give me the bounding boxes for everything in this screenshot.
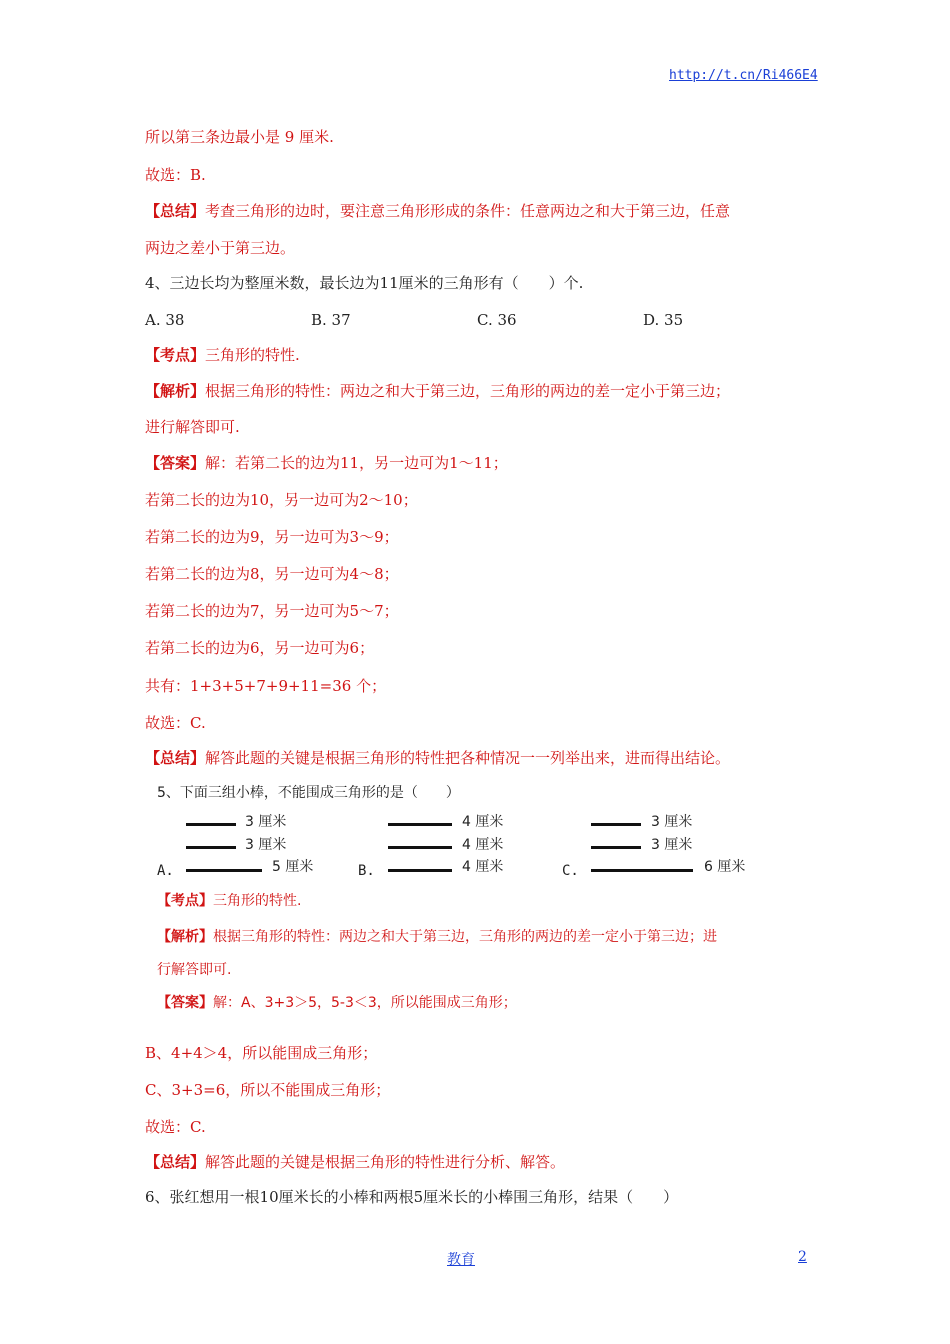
- kaodian-line: [145, 345, 300, 365]
- stick: [591, 846, 641, 849]
- stick-label: 3 厘米: [245, 814, 287, 830]
- summary-line: [145, 748, 730, 768]
- jiexi-line: [145, 381, 730, 401]
- stick-label: 3 厘米: [651, 837, 693, 853]
- group-label: A.: [157, 863, 174, 879]
- kaodian-text: 三角形的特性.: [205, 346, 300, 364]
- option-d: D. 35: [643, 311, 684, 329]
- stick: [388, 869, 452, 872]
- question-4: 4、三边长均为整厘米数，最长边为11厘米的三角形有（ ）个.: [145, 274, 584, 292]
- footer-link[interactable]: 教育: [447, 1252, 475, 1268]
- group-label: B.: [358, 863, 375, 879]
- question-5: 5、下面三组小棒，不能围成三角形的是（ ）: [157, 785, 460, 801]
- stick: [186, 869, 262, 872]
- answer-text: 解：A、3+3＞5，5-3＜3，所以能围成三角形；: [213, 995, 517, 1011]
- summary-text: 解答此题的关键是根据三角形的特性进行分析、解答。: [205, 1153, 566, 1171]
- page-number: 2: [798, 1249, 807, 1265]
- jiexi-line-2: 行解答即可.: [157, 962, 232, 978]
- summary-line: [145, 201, 730, 221]
- stick: [591, 823, 641, 826]
- stick: [591, 869, 693, 872]
- option-b: B. 37: [311, 311, 351, 329]
- group-label: C.: [562, 863, 579, 879]
- answer-line: B、4+4＞4，所以能围成三角形；: [145, 1044, 378, 1062]
- answer-tag: 【答案】: [157, 995, 213, 1011]
- stick-label: 3 厘米: [245, 837, 287, 853]
- jiexi-text: 根据三角形的特性：两边之和大于第三边，三角形的两边的差一定小于第三边；进: [213, 929, 717, 945]
- answer-line: C、3+3=6，所以不能围成三角形；: [145, 1081, 391, 1099]
- text-line: 故选：B.: [145, 166, 206, 184]
- summary-tag: 【总结】: [145, 749, 206, 767]
- jiexi-tag: 【解析】: [157, 929, 213, 945]
- jiexi-tag: 【解析】: [145, 382, 206, 400]
- answer-line: 若第二长的边为8，另一边可为4～8；: [145, 565, 399, 583]
- option-c: C. 36: [477, 311, 517, 329]
- summary-text: 解答此题的关键是根据三角形的特性把各种情况一一列举出来，进而得出结论。: [205, 749, 731, 767]
- answer-line: 若第二长的边为7，另一边可为5～7；: [145, 602, 399, 620]
- answer-line: [157, 993, 517, 1013]
- kaodian-tag: 【考点】: [157, 893, 213, 909]
- answer-line: 若第二长的边为9，另一边可为3～9；: [145, 528, 399, 546]
- stick: [388, 846, 452, 849]
- answer-line: 共有：1+3+5+7+9+11=36 个；: [145, 677, 387, 695]
- jiexi-line: [157, 927, 717, 947]
- option-a: A. 38: [145, 311, 185, 329]
- text-line: 两边之差小于第三边。: [145, 239, 296, 257]
- stick-label: 4 厘米: [462, 859, 504, 875]
- answer-line: 若第二长的边为10，另一边可为2～10；: [145, 491, 418, 509]
- answer-tag: 【答案】: [145, 454, 206, 472]
- summary-line: [145, 1152, 565, 1172]
- summary-tag: 【总结】: [145, 1153, 206, 1171]
- answer-line: 若第二长的边为6，另一边可为6；: [145, 639, 375, 657]
- answer-line: 故选：C.: [145, 1118, 206, 1136]
- stick-label: 4 厘米: [462, 837, 504, 853]
- answer-line: 故选：C.: [145, 714, 206, 732]
- kaodian-line: [157, 891, 301, 911]
- stick-label: 5 厘米: [272, 859, 314, 875]
- stick-label: 4 厘米: [462, 814, 504, 830]
- summary-tag: 【总结】: [145, 202, 206, 220]
- answer-text: 解：若第二长的边为11，另一边可为1～11；: [205, 454, 508, 472]
- summary-text: 考查三角形的边时，要注意三角形形成的条件：任意两边之和大于第三边，任意: [205, 202, 731, 220]
- kaodian-tag: 【考点】: [145, 346, 206, 364]
- stick: [388, 823, 452, 826]
- jiexi-line-2: 进行解答即可.: [145, 418, 240, 436]
- question-6: 6、张红想用一根10厘米长的小棒和两根5厘米长的小棒围三角形，结果（ ）: [145, 1188, 679, 1206]
- answer-line: [145, 453, 508, 473]
- text-line: 所以第三条边最小是 9 厘米.: [145, 128, 334, 146]
- stick-label: 6 厘米: [704, 859, 746, 875]
- stick: [186, 846, 236, 849]
- jiexi-text: 根据三角形的特性：两边之和大于第三边，三角形的两边的差一定小于第三边；: [205, 382, 731, 400]
- stick-label: 3 厘米: [651, 814, 693, 830]
- kaodian-text: 三角形的特性.: [213, 893, 302, 909]
- header-link[interactable]: http://t.cn/Ri466E4: [669, 68, 818, 83]
- stick: [186, 823, 236, 826]
